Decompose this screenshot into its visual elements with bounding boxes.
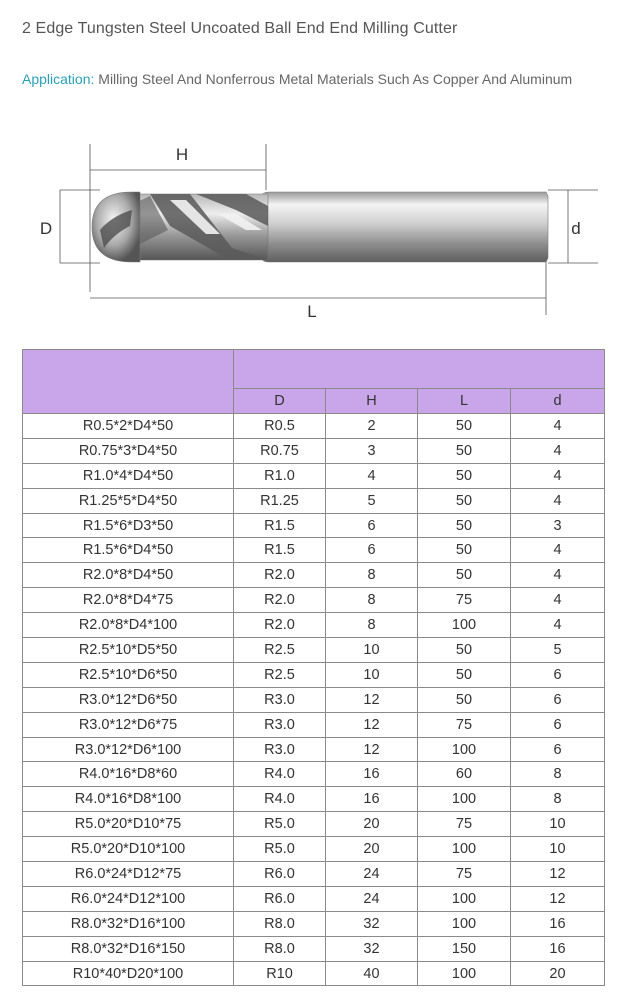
shank-d-cell: 4 xyxy=(511,414,605,439)
d-radius-cell: R3.0 xyxy=(234,712,326,737)
model-cell: R3.0*12*D6*100 xyxy=(23,737,234,762)
h-cell: 8 xyxy=(326,588,418,613)
table-row xyxy=(23,911,605,936)
d-radius-cell: R3.0 xyxy=(234,687,326,712)
l-cell: 75 xyxy=(418,812,511,837)
model-cell: R1.5*6*D4*50 xyxy=(23,538,234,563)
l-cell: 100 xyxy=(418,737,511,762)
model-cell: R3.0*12*D6*50 xyxy=(23,687,234,712)
table-row xyxy=(23,712,605,737)
shank-d-cell: 4 xyxy=(511,463,605,488)
d-radius-cell: R2.5 xyxy=(234,662,326,687)
l-cell: 100 xyxy=(418,886,511,911)
specification-table xyxy=(22,349,605,986)
column-header-d: d xyxy=(511,389,605,414)
model-cell: R1.0*4*D4*50 xyxy=(23,463,234,488)
shank-d-cell: 4 xyxy=(511,563,605,588)
table-row xyxy=(23,613,605,638)
h-cell: 16 xyxy=(326,787,418,812)
d-radius-cell: R6.0 xyxy=(234,886,326,911)
column-header-L: L xyxy=(418,389,511,414)
table-row xyxy=(23,638,605,663)
shank-d-cell: 6 xyxy=(511,687,605,712)
d-radius-cell: R1.5 xyxy=(234,538,326,563)
h-cell: 10 xyxy=(326,638,418,663)
shank-d-cell: 16 xyxy=(511,911,605,936)
h-cell: 10 xyxy=(326,662,418,687)
d-radius-cell: R4.0 xyxy=(234,787,326,812)
table-row xyxy=(23,438,605,463)
table-row xyxy=(23,812,605,837)
l-cell: 75 xyxy=(418,862,511,887)
tool-shank xyxy=(262,192,548,262)
end-mill-diagram xyxy=(0,130,625,340)
shank-d-cell: 4 xyxy=(511,488,605,513)
l-cell: 50 xyxy=(418,513,511,538)
application-line xyxy=(22,71,572,87)
model-cell: R4.0*16*D8*60 xyxy=(23,762,234,787)
h-cell: 5 xyxy=(326,488,418,513)
l-cell: 100 xyxy=(418,613,511,638)
l-cell: 50 xyxy=(418,463,511,488)
application-text: Milling Steel And Nonferrous Metal Materials Such As Copper And Aluminum xyxy=(94,71,573,87)
shank-d-cell: 4 xyxy=(511,438,605,463)
table-row xyxy=(23,588,605,613)
d-radius-cell: R2.5 xyxy=(234,638,326,663)
model-cell: R4.0*16*D8*100 xyxy=(23,787,234,812)
l-cell: 100 xyxy=(418,961,511,986)
h-cell: 24 xyxy=(326,886,418,911)
h-cell: 3 xyxy=(326,438,418,463)
model-cell: R8.0*32*D16*150 xyxy=(23,936,234,961)
h-cell: 8 xyxy=(326,613,418,638)
shank-d-cell: 16 xyxy=(511,936,605,961)
table-row xyxy=(23,463,605,488)
h-cell: 16 xyxy=(326,762,418,787)
label-D: D xyxy=(39,219,53,238)
h-cell: 32 xyxy=(326,936,418,961)
l-cell: 50 xyxy=(418,687,511,712)
l-cell: 50 xyxy=(418,488,511,513)
l-cell: 50 xyxy=(418,563,511,588)
h-cell: 12 xyxy=(326,687,418,712)
shank-d-cell: 10 xyxy=(511,837,605,862)
h-cell: 8 xyxy=(326,563,418,588)
d-radius-cell: R1.0 xyxy=(234,463,326,488)
h-cell: 32 xyxy=(326,911,418,936)
label-L: L xyxy=(307,302,317,321)
table-row xyxy=(23,538,605,563)
model-cell: R2.0*8*D4*75 xyxy=(23,588,234,613)
model-header-cell xyxy=(23,350,234,414)
label-d: d xyxy=(571,219,581,238)
l-cell: 50 xyxy=(418,438,511,463)
d-radius-cell: R2.0 xyxy=(234,613,326,638)
model-cell: R2.5*10*D6*50 xyxy=(23,662,234,687)
model-cell: R10*40*D20*100 xyxy=(23,961,234,986)
model-cell: R2.0*8*D4*50 xyxy=(23,563,234,588)
h-cell: 20 xyxy=(326,812,418,837)
shank-d-cell: 8 xyxy=(511,787,605,812)
dimension-group-header xyxy=(234,350,605,389)
model-cell: R1.5*6*D3*50 xyxy=(23,513,234,538)
d-radius-cell: R1.5 xyxy=(234,513,326,538)
h-cell: 40 xyxy=(326,961,418,986)
shank-d-cell: 6 xyxy=(511,737,605,762)
shank-d-cell: 20 xyxy=(511,961,605,986)
l-cell: 50 xyxy=(418,638,511,663)
h-cell: 4 xyxy=(326,463,418,488)
h-cell: 2 xyxy=(326,414,418,439)
model-cell: R5.0*20*D10*75 xyxy=(23,812,234,837)
table-row xyxy=(23,513,605,538)
l-cell: 50 xyxy=(418,538,511,563)
l-cell: 100 xyxy=(418,837,511,862)
shank-d-cell: 4 xyxy=(511,538,605,563)
h-cell: 24 xyxy=(326,862,418,887)
model-cell: R3.0*12*D6*75 xyxy=(23,712,234,737)
table-row xyxy=(23,837,605,862)
model-cell: R2.0*8*D4*100 xyxy=(23,613,234,638)
d-radius-cell: R8.0 xyxy=(234,936,326,961)
h-cell: 12 xyxy=(326,737,418,762)
table-row xyxy=(23,961,605,986)
d-radius-cell: R3.0 xyxy=(234,737,326,762)
h-cell: 12 xyxy=(326,712,418,737)
d-radius-cell: R6.0 xyxy=(234,862,326,887)
d-radius-cell: R10 xyxy=(234,961,326,986)
l-cell: 75 xyxy=(418,712,511,737)
shank-d-cell: 8 xyxy=(511,762,605,787)
l-cell: 50 xyxy=(418,414,511,439)
model-cell: R6.0*24*D12*75 xyxy=(23,862,234,887)
table-row xyxy=(23,737,605,762)
application-label: Application: xyxy=(22,71,95,87)
table-row xyxy=(23,414,605,439)
shank-d-cell: 4 xyxy=(511,588,605,613)
model-cell: R0.5*2*D4*50 xyxy=(23,414,234,439)
table-header-band xyxy=(23,350,605,389)
label-H: H xyxy=(175,145,189,164)
l-cell: 100 xyxy=(418,787,511,812)
l-cell: 100 xyxy=(418,911,511,936)
shank-d-cell: 12 xyxy=(511,862,605,887)
shank-d-cell: 3 xyxy=(511,513,605,538)
d-radius-cell: R2.0 xyxy=(234,563,326,588)
model-cell: R5.0*20*D10*100 xyxy=(23,837,234,862)
h-cell: 20 xyxy=(326,837,418,862)
table-row xyxy=(23,563,605,588)
model-cell: R8.0*32*D16*100 xyxy=(23,911,234,936)
shank-d-cell: 4 xyxy=(511,613,605,638)
d-radius-cell: R5.0 xyxy=(234,837,326,862)
d-radius-cell: R5.0 xyxy=(234,812,326,837)
table-row xyxy=(23,862,605,887)
table-body xyxy=(23,414,605,986)
h-cell: 6 xyxy=(326,513,418,538)
table-row xyxy=(23,787,605,812)
shank-d-cell: 6 xyxy=(511,712,605,737)
shank-d-cell: 12 xyxy=(511,886,605,911)
model-cell: R1.25*5*D4*50 xyxy=(23,488,234,513)
table-row xyxy=(23,762,605,787)
model-cell: R6.0*24*D12*100 xyxy=(23,886,234,911)
column-header-D: D xyxy=(234,389,326,414)
model-cell: R2.5*10*D5*50 xyxy=(23,638,234,663)
d-radius-cell: R0.5 xyxy=(234,414,326,439)
table-row xyxy=(23,886,605,911)
d-radius-cell: R2.0 xyxy=(234,588,326,613)
table-row xyxy=(23,488,605,513)
model-cell: R0.75*3*D4*50 xyxy=(23,438,234,463)
h-cell: 6 xyxy=(326,538,418,563)
table-row xyxy=(23,687,605,712)
page-title: 2 Edge Tungsten Steel Uncoated Ball End End Milling Cutter xyxy=(22,20,458,37)
l-cell: 50 xyxy=(418,662,511,687)
l-cell: 60 xyxy=(418,762,511,787)
column-header-H: H xyxy=(326,389,418,414)
shank-d-cell: 5 xyxy=(511,638,605,663)
table-row xyxy=(23,662,605,687)
l-cell: 150 xyxy=(418,936,511,961)
d-radius-cell: R1.25 xyxy=(234,488,326,513)
l-cell: 75 xyxy=(418,588,511,613)
table-row xyxy=(23,936,605,961)
shank-d-cell: 6 xyxy=(511,662,605,687)
d-radius-cell: R4.0 xyxy=(234,762,326,787)
shank-d-cell: 10 xyxy=(511,812,605,837)
d-radius-cell: R0.75 xyxy=(234,438,326,463)
d-radius-cell: R8.0 xyxy=(234,911,326,936)
